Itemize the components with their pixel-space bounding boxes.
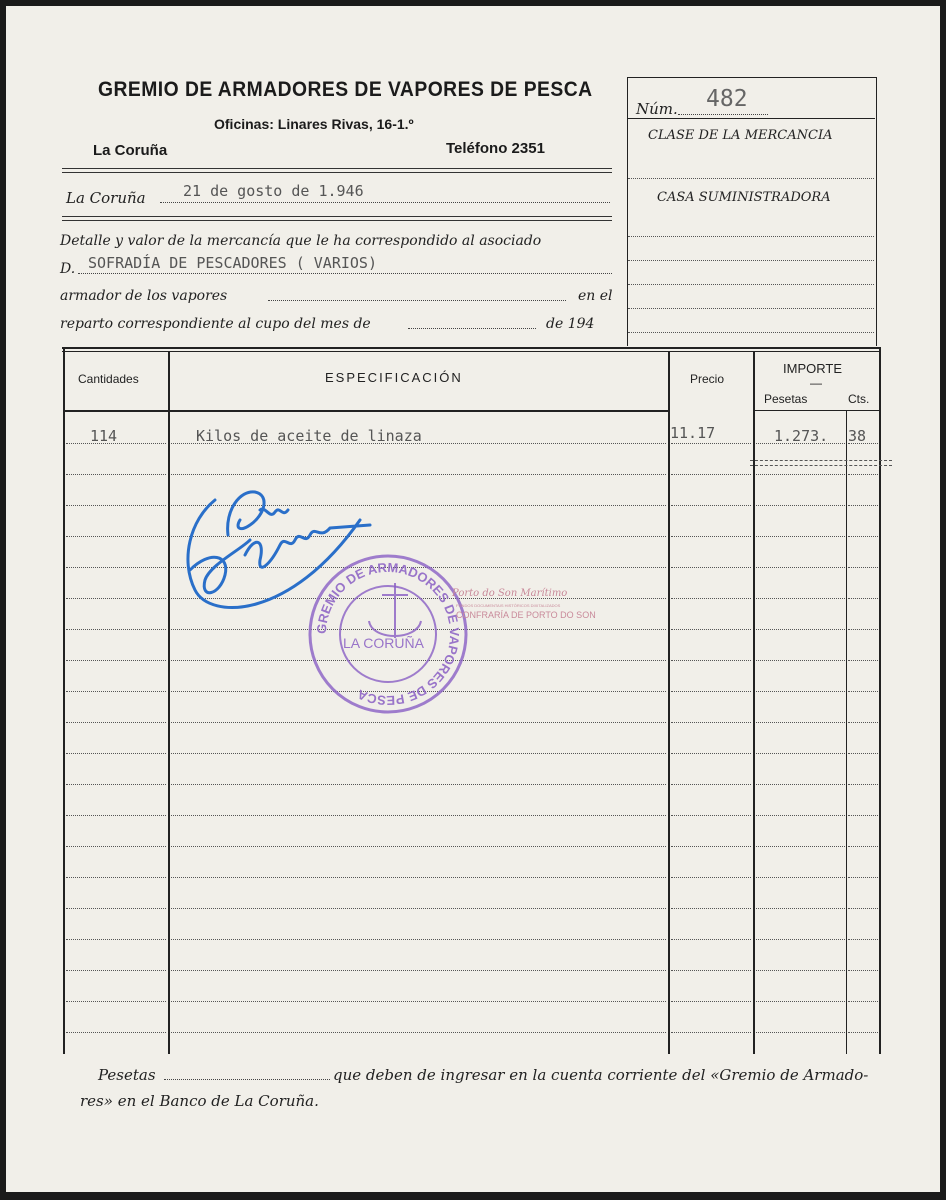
row1-especificacion: Kilos de aceite de linaza [196,427,422,445]
reparto-dotted-line [408,328,536,329]
table-col-divider [668,352,670,1054]
table-ruling-line [66,598,166,599]
footer-text-2: res» en el Banco de La Coruña. [80,1092,319,1110]
table-ruling-line [848,1001,878,1002]
armador-label: armador de los vapores [60,288,228,304]
table-ruling-line [756,846,845,847]
organization-title: GREMIO DE ARMADORES DE VAPORES DE PESCA [98,78,593,101]
table-ruling-line [671,474,751,475]
official-stamp [307,553,469,715]
table-ruling-line [848,691,878,692]
table-ruling-line [171,908,666,909]
table-ruling-line [756,753,845,754]
associate-dotted-line [78,273,612,274]
header-divider [62,168,612,169]
date-dotted-line [160,202,610,203]
table-ruling-line [671,753,751,754]
number-dotted-line [678,114,768,115]
table-ruling-line [848,505,878,506]
header-especificacion: ESPECIFICACIÓN [325,370,463,385]
table-top-border [62,347,880,349]
total-line-2 [750,465,892,466]
header-cts: Cts. [848,392,870,406]
offices-address: Oficinas: Linares Rivas, 16-1.º [214,116,414,132]
table-ruling-line [66,784,166,785]
row1-cantidad: 114 [90,427,118,445]
table-ruling-line [848,753,878,754]
table-ruling-line [848,970,878,971]
table-col-divider [846,410,847,1054]
row1-cts: 38 [848,427,867,445]
table-ruling-line [66,939,166,940]
armador-dotted-line [268,300,566,301]
table-ruling-line [848,660,878,661]
archive-watermark-sub: FONDOS DOCUMENTAIS HISTÓRICOS DIXITALIZADOS [456,603,561,608]
table-ruling-line [66,846,166,847]
table-ruling-line [671,598,751,599]
box-line [628,236,874,237]
table-header-bottom [64,410,668,412]
table-ruling-line [671,970,751,971]
header-pesetas: Pesetas [764,392,808,406]
table-ruling-line [848,598,878,599]
table-left-border [63,347,65,1054]
stamp-ring-text: GREMIO DE ARMADORES DE VAPORES DE PESCA [313,559,463,709]
table-top-border-2 [62,351,880,352]
table-ruling-line [66,691,166,692]
header-precio: Precio [690,372,725,386]
date-divider [62,216,612,217]
year-label: de 194 [546,316,595,332]
box-line [628,332,874,333]
table-ruling-line [756,691,845,692]
reparto-label: reparto correspondiente al cupo del mes de [60,316,371,332]
table-ruling-line [171,877,666,878]
table-ruling-line [671,722,751,723]
table-ruling-line [66,567,166,568]
table-ruling-line [848,939,878,940]
table-ruling-line [66,908,166,909]
table-ruling-line [671,939,751,940]
stamp-center-text: LA CORUÑA [343,635,424,651]
number-label: Núm. [636,100,678,118]
table-ruling-line [171,970,666,971]
table-ruling-line [756,598,845,599]
table-ruling-line [66,877,166,878]
clase-label: CLASE DE LA MERCANCIA [648,128,833,143]
table-ruling-line [756,474,845,475]
box-line [628,284,874,285]
table-ruling-line [848,443,878,444]
table-ruling-line [171,1001,666,1002]
table-ruling-line [66,970,166,971]
header-divider-2 [62,172,612,173]
date-divider-2 [62,220,612,221]
table-ruling-line [848,815,878,816]
associate-label: D. [60,261,76,277]
table-ruling-line [171,443,666,444]
header-city: La Coruña [93,142,168,159]
row1-pesetas: 1.273. [774,427,829,445]
table-ruling-line [848,908,878,909]
table-ruling-line [756,939,845,940]
table-header-bottom [755,410,879,411]
header-cantidades: Cantidades [78,372,139,386]
table-ruling-line [671,846,751,847]
table-ruling-line [756,784,845,785]
table-ruling-line [66,660,166,661]
table-ruling-line [756,877,845,878]
box-line [628,178,874,179]
table-ruling-line [756,908,845,909]
document-number: 482 [706,86,748,112]
total-line [750,460,892,461]
archive-watermark-title: Porto do Son Marítimo [452,588,568,599]
date-value: 21 de gosto de 1.946 [183,182,364,200]
table-ruling-line [848,536,878,537]
table-ruling-line [66,1032,166,1033]
table-ruling-line [671,691,751,692]
svg-text:GREMIO DE ARMADORES DE VAPORES [314,560,462,708]
table-ruling-line [756,443,845,444]
table-ruling-line [66,815,166,816]
row1-precio: 11.17 [670,424,716,442]
box-divider [627,118,875,119]
table-ruling-line [171,722,666,723]
table-ruling-line [848,846,878,847]
footer-pesetas-label: Pesetas [98,1066,156,1084]
table-ruling-line [671,536,751,537]
table-ruling-line [671,784,751,785]
table-ruling-line [848,629,878,630]
table-ruling-line [756,660,845,661]
table-ruling-line [756,536,845,537]
table-ruling-line [756,567,845,568]
table-ruling-line [671,629,751,630]
footer-text-1: que deben de ingresar en la cuenta corriente del «Gremio de Armado- [333,1066,869,1084]
table-ruling-line [171,939,666,940]
table-ruling-line [848,474,878,475]
table-ruling-line [171,815,666,816]
table-ruling-line [66,753,166,754]
table-ruling-line [671,443,751,444]
table-ruling-line [66,443,166,444]
table-ruling-line [66,722,166,723]
table-ruling-line [848,877,878,878]
en-el-label: en el [578,288,613,304]
detail-line-1: Detalle y valor de la mercancía que le ha correspondido al asociado [60,233,542,249]
table-ruling-line [848,1032,878,1033]
table-col-divider [168,352,170,1054]
table-ruling-line [671,908,751,909]
table-ruling-line [671,815,751,816]
box-line [628,308,874,309]
table-ruling-line [66,629,166,630]
table-ruling-line [671,567,751,568]
table-ruling-line [756,505,845,506]
table-ruling-line [671,1001,751,1002]
table-ruling-line [171,784,666,785]
header-importe: IMPORTE [783,361,842,376]
table-ruling-line [171,474,666,475]
table-ruling-line [171,846,666,847]
table-ruling-line [66,536,166,537]
table-ruling-line [756,629,845,630]
table-ruling-line [848,784,878,785]
archive-watermark-org: CONFRARÍA DE PORTO DO SON [456,610,596,620]
table-ruling-line [756,722,845,723]
date-label: La Coruña [66,189,146,207]
table-ruling-line [671,660,751,661]
table-ruling-line [66,474,166,475]
table-ruling-line [756,970,845,971]
table-ruling-line [171,753,666,754]
table-ruling-line [66,1001,166,1002]
table-ruling-line [671,1032,751,1033]
table-ruling-line [671,505,751,506]
table-col-divider [753,352,755,1054]
table-ruling-line [671,877,751,878]
table-right-border [879,347,881,1054]
table-ruling-line [848,722,878,723]
table-ruling-line [756,815,845,816]
table-ruling-line [66,505,166,506]
table-ruling-line [848,567,878,568]
table-ruling-line [756,1001,845,1002]
table-ruling-line [171,1032,666,1033]
header-phone: Teléfono 2351 [446,140,545,157]
footer-dotted-line [164,1079,330,1080]
box-line [628,260,874,261]
casa-label: CASA SUMINISTRADORA [657,190,831,205]
header-dash: — [810,376,822,390]
table-ruling-line [756,1032,845,1033]
associate-name: SOFRADÍA DE PESCADORES ( VARIOS) [88,254,377,272]
